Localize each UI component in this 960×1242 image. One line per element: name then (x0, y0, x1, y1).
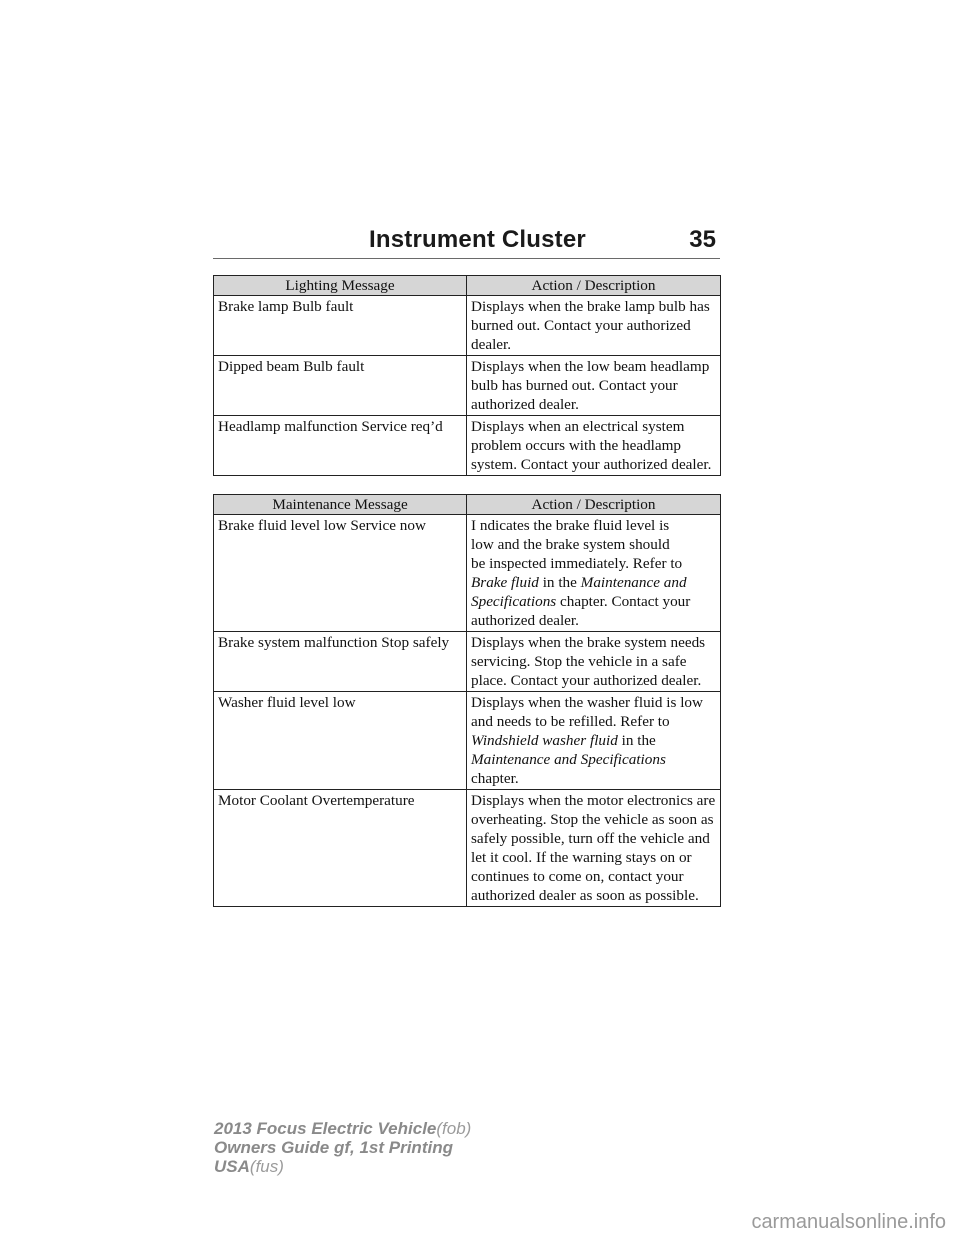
cross-reference-chapter: Maintenance and Specifications (471, 574, 687, 610)
table-header-row (214, 495, 721, 515)
message-cell: Brake system malfunction Stop safely (214, 632, 467, 692)
print-footer (214, 1119, 471, 1176)
column-header-message: Maintenance Message (214, 495, 467, 515)
description-cell: Displays when the motor electronics are overheating. Stop the vehicle as soon as safely possible, turn off the vehicle and let it cool. If the warning stays on or continues to come on, contact your authorized dealer as soon as possible. (467, 790, 721, 907)
description-line: be inspected immediately. Refer to (471, 555, 683, 572)
page-header (213, 226, 720, 259)
table-row (214, 416, 721, 476)
description-line: I ndicates the brake fluid level is (471, 517, 670, 534)
description-line: low and the brake system should (471, 536, 670, 553)
message-cell: Washer fluid level low (214, 692, 467, 790)
message-cell: Headlamp malfunction Service req’d (214, 416, 467, 476)
column-header-description: Action / Description (467, 495, 721, 515)
description-cell: Displays when the low beam headlamp bulb has burned out. Contact your authorized dealer. (467, 356, 721, 416)
message-cell: Brake lamp Bulb fault (214, 296, 467, 356)
table-row (214, 356, 721, 416)
lighting-message-table (213, 275, 721, 476)
footer-line: 2013 Focus Electric Vehicle(fob) (214, 1119, 472, 1138)
table-row (214, 515, 721, 632)
table-row (214, 692, 721, 790)
footer-line: USA(fus) (214, 1157, 284, 1176)
column-header-description: Action / Description (467, 276, 721, 296)
cross-reference-chapter: Maintenance and Specifications (471, 751, 666, 768)
description-cell: I ndicates the brake fluid level is low and the brake system should be inspected immediately. Refer to Brake fluid in the Maintenance and Specifications chapter. Contact your authorized dealer. (467, 515, 721, 632)
cross-reference-topic: Brake fluid (471, 574, 539, 591)
table-row (214, 632, 721, 692)
page-number: 35 (689, 226, 716, 253)
message-cell: Motor Coolant Overtemperature (214, 790, 467, 907)
watermark: carmanualsonline.info (751, 1211, 946, 1233)
table-row (214, 790, 721, 907)
description-cell: Displays when the brake system needs servicing. Stop the vehicle in a safe place. Contact your authorized dealer. (467, 632, 721, 692)
footer-line: Owners Guide gf, 1st Printing (214, 1138, 453, 1157)
description-cell: Displays when an electrical system problem occurs with the headlamp system. Contact your authorized dealer. (467, 416, 721, 476)
section-title: Instrument Cluster (369, 226, 586, 253)
description-cell: Displays when the washer fluid is low and needs to be refilled. Refer to Windshield washer fluid in the Maintenance and Specifications chapter. (467, 692, 721, 790)
description-cell: Displays when the brake lamp bulb has burned out. Contact your authorized dealer. (467, 296, 721, 356)
cross-reference-topic: Windshield washer fluid (471, 732, 618, 749)
maintenance-message-table (213, 494, 721, 907)
table-header-row (214, 276, 721, 296)
message-cell: Dipped beam Bulb fault (214, 356, 467, 416)
table-row (214, 296, 721, 356)
message-cell: Brake fluid level low Service now (214, 515, 467, 632)
column-header-message: Lighting Message (214, 276, 467, 296)
